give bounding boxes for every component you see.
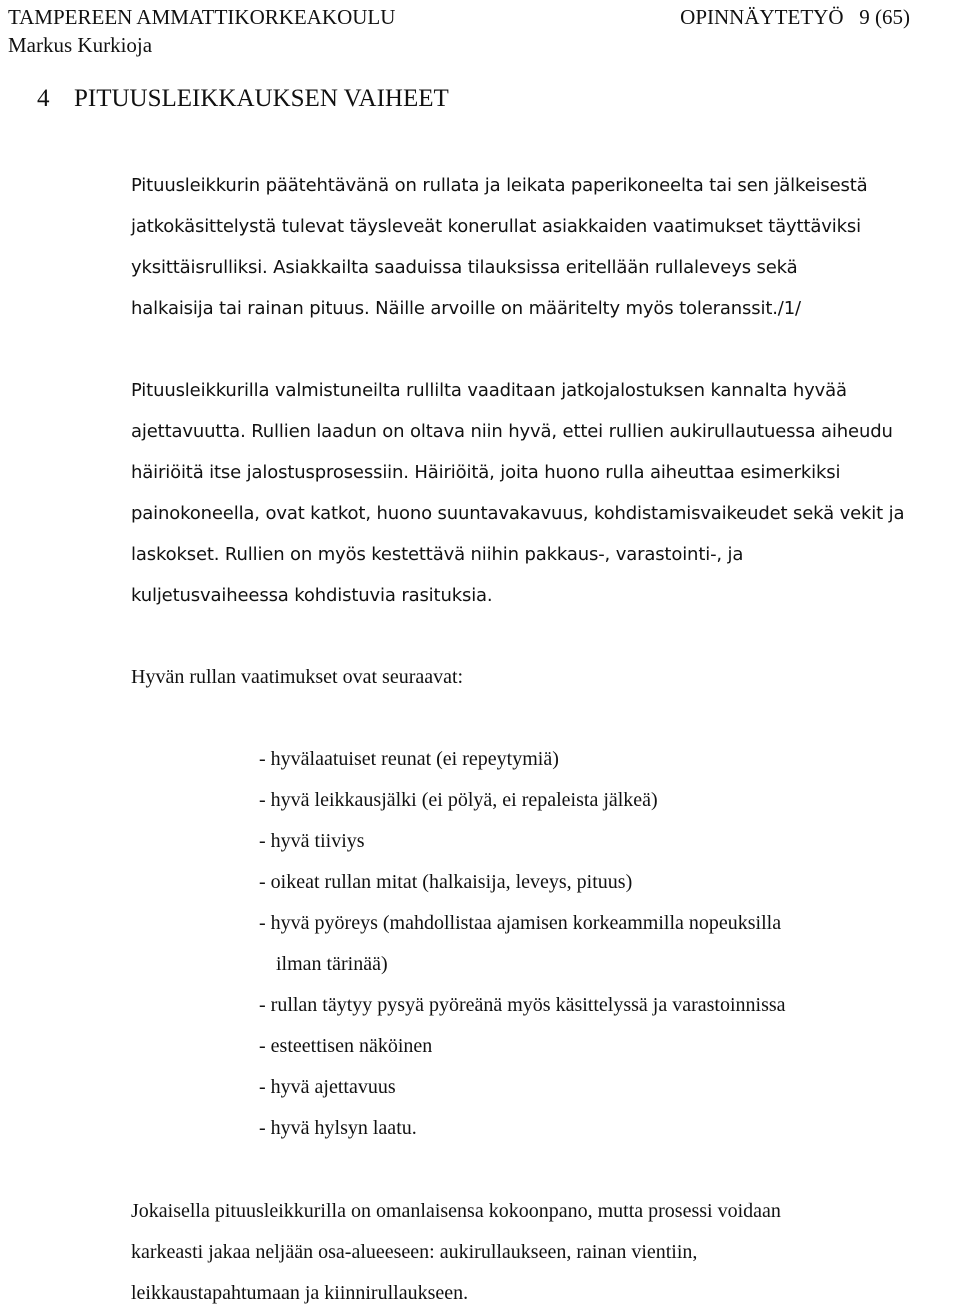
paragraph-line: leikkaustapahtumaan ja kiinnirullaukseen.: [131, 1282, 469, 1304]
section-title: PITUUSLEIKKAUKSEN VAIHEET: [74, 85, 449, 112]
paragraph-line: Hyvän rullan vaatimukset ovat seuraavat:: [131, 666, 464, 688]
section-number: 4: [37, 85, 50, 112]
header-author: Markus Kurkioja: [8, 33, 153, 57]
list-item: - hyvä leikkausjälki (ei pölyä, ei repaleista jälkeä): [259, 789, 658, 811]
paragraph-line: Pituusleikkurilla valmistuneilta rullilta vaaditaan jatkojalostuksen kannalta hyvää: [131, 380, 847, 401]
paragraph-line: kuljetusvaiheessa kohdistuvia rasituksia.: [131, 585, 493, 606]
header-page-indicator: 9 (65): [859, 5, 910, 29]
paragraph-line: jatkokäsittelystä tulevat täysleveät konerullat asiakkaiden vaatimukset täyttäviksi: [131, 216, 861, 237]
paragraph-line: Pituusleikkurin päätehtävänä on rullata ja leikata paperikoneelta tai sen jälkeisestä: [131, 175, 868, 196]
paragraph-line: laskokset. Rullien on myös kestettävä niihin pakkaus-, varastointi-, ja: [131, 544, 744, 565]
paragraph-runnability: [131, 370, 956, 616]
paragraph-line: karkeasti jakaa neljään osa-alueeseen: aukirullaukseen, rainan vientiin,: [131, 1241, 698, 1263]
section-heading: [37, 84, 449, 114]
paragraph-line: yksittäisrulliksi. Asiakkailta saaduissa tilauksissa eritellään rullaleveys sekä: [131, 257, 798, 278]
list-item: - hyvälaatuiset reunat (ei repeytymiä): [259, 748, 559, 770]
list-item: - oikeat rullan mitat (halkaisija, leveys, pituus): [259, 871, 633, 893]
paragraph-line: Jokaisella pituusleikkurilla on omanlaisensa kokoonpano, mutta prosessi voidaan: [131, 1200, 781, 1222]
list-item-continuation: ilman tärinää): [276, 953, 388, 975]
list-item: - rullan täytyy pysyä pyöreänä myös käsittelyssä ja varastoinnissa: [259, 994, 786, 1016]
list-item: - hyvä pyöreys (mahdollistaa ajamisen korkeammilla nopeuksilla: [259, 912, 782, 934]
paragraph-line: halkaisija tai rainan pituus. Näille arvoille on määritelty myös toleranssit./1/: [131, 298, 801, 319]
header-organization: TAMPEREEN AMMATTIKORKEAKOULU: [8, 5, 396, 29]
paragraph-line: ajettavuutta. Rullien laadun on oltava niin hyvä, ettei rullien aukirullautuessa aiheudu: [131, 421, 893, 442]
header-document-info: [680, 4, 910, 30]
list-item: - hyvä tiiviys: [259, 830, 365, 852]
requirements-list: [259, 739, 786, 1149]
paragraph-line: painokoneella, ovat katkot, huono suuntavakavuus, kohdistamisvaikeudet sekä vekit ja: [131, 503, 905, 524]
requirements-intro: [131, 657, 956, 698]
paragraph-line: häiriöitä itse jalostusprosessiin. Häiriöitä, joita huono rulla aiheuttaa esimerkiksi: [131, 462, 841, 483]
list-item: - hyvä hylsyn laatu.: [259, 1117, 417, 1139]
list-item: - hyvä ajettavuus: [259, 1076, 396, 1098]
paragraph-configuration: [131, 1191, 956, 1314]
list-item: - esteettisen näköinen: [259, 1035, 433, 1057]
header-document-type: OPINNÄYTETYÖ: [680, 5, 844, 29]
paragraph-purpose: [131, 165, 956, 329]
